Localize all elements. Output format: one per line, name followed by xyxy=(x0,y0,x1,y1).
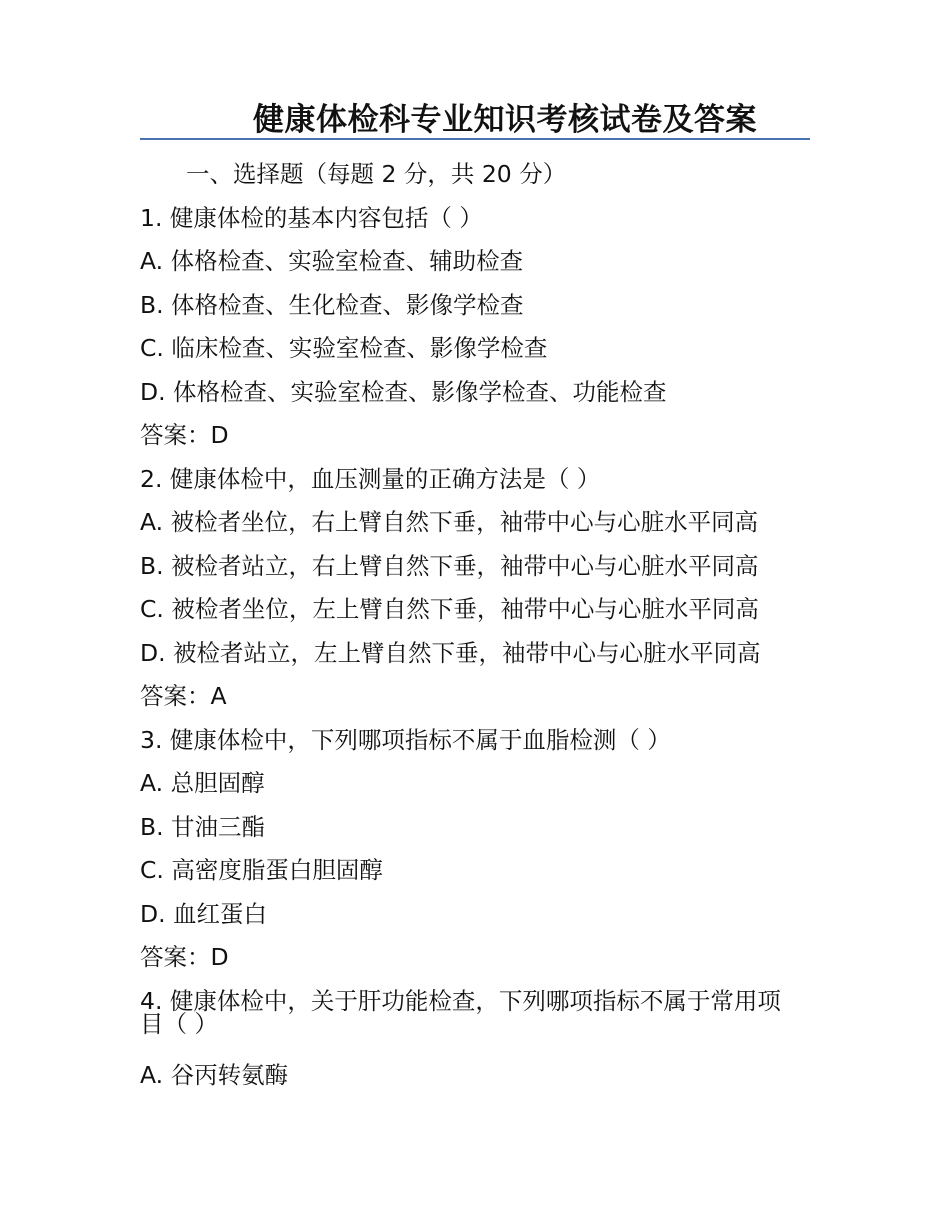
question-3-option-c: C. 高密度脂蛋白胆固醇 xyxy=(140,856,383,884)
document-title: 健康体检科专业知识考核试卷及答案 xyxy=(253,102,757,138)
question-2-answer: 答案：A xyxy=(140,682,227,710)
title-block xyxy=(140,100,810,140)
question-1-option-c: C. 临床检查、实验室检查、影像学检查 xyxy=(140,334,548,362)
document-body xyxy=(140,153,820,1097)
question-3-option-b: B. 甘油三酯 xyxy=(140,812,266,841)
question-4-stem: 4. 健康体检中，关于肝功能检查，下列哪项指标不属于常用项目（ ） xyxy=(140,986,781,1038)
question-2-option-c: C. 被检者坐位，左上臂自然下垂，袖带中心与心脏水平同高 xyxy=(140,595,759,623)
question-2-option-d: D. 被检者站立，左上臂自然下垂，袖带中心与心脏水平同高 xyxy=(140,638,761,667)
question-1-option-b: B. 体格检查、生化检查、影像学检查 xyxy=(140,290,524,319)
question-2-option-a: A. 被检者坐位，右上臂自然下垂，袖带中心与心脏水平同高 xyxy=(140,508,759,536)
question-3-stem: 3. 健康体检中，下列哪项指标不属于血脂检测（ ） xyxy=(140,725,671,754)
question-2-stem: 2. 健康体检中，血压测量的正确方法是（ ） xyxy=(140,464,601,493)
question-3-option-a: A. 总胆固醇 xyxy=(140,769,265,797)
question-3-option-d: D. 血红蛋白 xyxy=(140,899,268,928)
question-1-answer: 答案：D xyxy=(140,421,229,449)
question-1-stem: 1. 健康体检的基本内容包括（ ） xyxy=(140,203,483,232)
question-4-option-a: A. 谷丙转氨酶 xyxy=(140,1060,289,1089)
section-heading: 一、选择题（每题 2 分，共 20 分） xyxy=(186,160,567,188)
question-2-option-b: B. 被检者站立，右上臂自然下垂，袖带中心与心脏水平同高 xyxy=(140,551,759,580)
question-3-answer: 答案：D xyxy=(140,943,229,971)
question-1-option-a: A. 体格检查、实验室检查、辅助检查 xyxy=(140,247,524,275)
question-1-option-d: D. 体格检查、实验室检查、影像学检查、功能检查 xyxy=(140,377,667,406)
